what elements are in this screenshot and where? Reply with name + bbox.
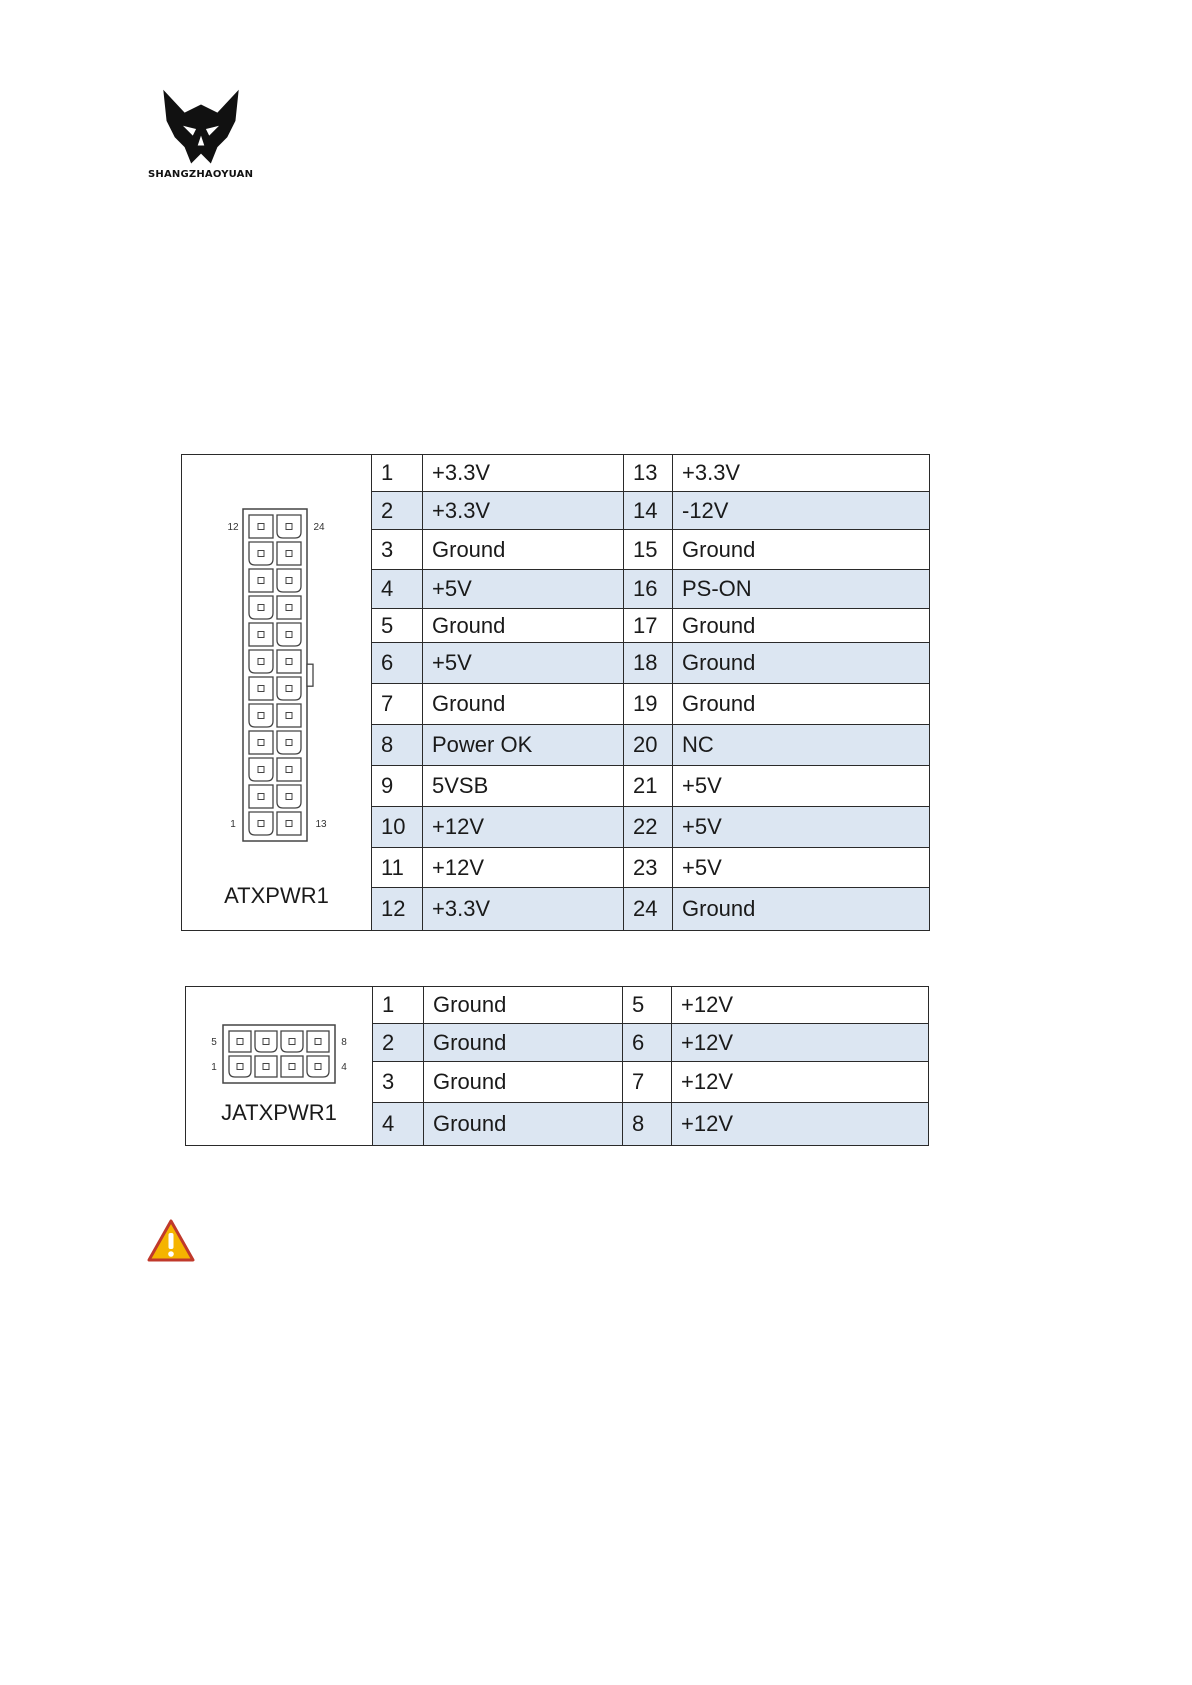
pin-number: 3 xyxy=(373,1062,424,1103)
pin-signal: +5V xyxy=(673,848,930,888)
connector-pin xyxy=(277,785,301,808)
warning-triangle-icon xyxy=(146,1218,196,1264)
pin-number: 2 xyxy=(373,1024,424,1062)
pin-number-label: 13 xyxy=(315,819,327,830)
connector-pin xyxy=(255,1056,277,1077)
pin-signal: +12V xyxy=(423,848,624,888)
pin-number-label: 5 xyxy=(211,1037,217,1048)
connector-pin xyxy=(229,1031,251,1052)
connector-pin xyxy=(249,623,273,646)
pin-signal: -12V xyxy=(673,492,930,530)
pin-number-label: 1 xyxy=(211,1062,217,1073)
pin-signal: Ground xyxy=(673,643,930,684)
connector-8pin-diagram xyxy=(186,987,373,1087)
pin-signal: Ground xyxy=(424,1103,623,1146)
connector-pin xyxy=(277,569,301,592)
pin-number: 3 xyxy=(372,530,423,570)
connector-pin xyxy=(277,731,301,754)
pin-signal: +12V xyxy=(672,1062,929,1103)
connector-label: ATXPWR1 xyxy=(224,883,329,908)
connector-pin xyxy=(249,812,273,835)
pin-number: 24 xyxy=(624,888,673,931)
pin-number: 10 xyxy=(372,807,423,848)
pin-number: 12 xyxy=(372,888,423,931)
connector-pin xyxy=(277,596,301,619)
connector-pin xyxy=(281,1056,303,1077)
pin-number: 15 xyxy=(624,530,673,570)
table-row xyxy=(186,987,929,1024)
pin-number: 17 xyxy=(624,609,673,643)
pin-signal: +3.3V xyxy=(673,455,930,492)
connector-label: JATXPWR1 xyxy=(221,1100,337,1125)
pin-signal: Ground xyxy=(424,987,623,1024)
pin-number: 19 xyxy=(624,684,673,725)
pin-number: 13 xyxy=(624,455,673,492)
pin-number: 21 xyxy=(624,766,673,807)
pin-signal: Ground xyxy=(673,530,930,570)
pin-number-label: 1 xyxy=(230,819,236,830)
pin-number-label: 12 xyxy=(227,522,239,533)
connector-pin xyxy=(249,569,273,592)
pin-signal: Ground xyxy=(673,888,930,931)
jatxpwr1-pinout-table xyxy=(185,986,929,1146)
pin-number: 18 xyxy=(624,643,673,684)
brand-name: SHANGZHAOYUAN xyxy=(148,169,254,180)
connector-pin xyxy=(277,704,301,727)
pin-number: 7 xyxy=(372,684,423,725)
pin-signal: +5V xyxy=(673,807,930,848)
pin-number: 4 xyxy=(373,1103,424,1146)
winged-mask-logo-icon xyxy=(160,88,242,166)
pin-number: 1 xyxy=(373,987,424,1024)
pin-signal: PS-ON xyxy=(673,570,930,609)
pin-number: 11 xyxy=(372,848,423,888)
pin-signal: NC xyxy=(673,725,930,766)
connector-pin xyxy=(249,542,273,565)
pin-signal: 5VSB xyxy=(423,766,624,807)
table-row xyxy=(182,455,930,492)
connector-pin xyxy=(249,758,273,781)
pin-signal: +12V xyxy=(672,987,929,1024)
connector-pin xyxy=(249,731,273,754)
pin-number: 16 xyxy=(624,570,673,609)
connector-pin xyxy=(249,785,273,808)
pin-signal: +12V xyxy=(423,807,624,848)
atxpwr1-pinout-table xyxy=(181,454,930,931)
pin-number: 5 xyxy=(623,987,672,1024)
pin-number-label: 24 xyxy=(313,522,325,533)
pin-number: 4 xyxy=(372,570,423,609)
pin-number: 8 xyxy=(623,1103,672,1146)
atxpwr1-diagram-cell xyxy=(182,455,372,931)
brand-logo xyxy=(148,88,258,180)
connector-pin xyxy=(281,1031,303,1052)
pin-signal: Ground xyxy=(423,609,624,643)
connector-pin xyxy=(277,650,301,673)
connector-pin xyxy=(277,758,301,781)
pin-number: 23 xyxy=(624,848,673,888)
pin-number: 6 xyxy=(372,643,423,684)
connector-pin xyxy=(255,1031,277,1052)
pin-signal: +3.3V xyxy=(423,888,624,931)
pin-number: 14 xyxy=(624,492,673,530)
pin-number: 22 xyxy=(624,807,673,848)
pin-signal: Power OK xyxy=(423,725,624,766)
connector-pin xyxy=(277,542,301,565)
connector-pin xyxy=(249,704,273,727)
pin-signal: Ground xyxy=(673,684,930,725)
connector-pin xyxy=(277,515,301,538)
connector-pin xyxy=(277,812,301,835)
pin-signal: +3.3V xyxy=(423,455,624,492)
connector-pin xyxy=(307,1031,329,1052)
pin-signal: Ground xyxy=(673,609,930,643)
connector-pin xyxy=(249,650,273,673)
pin-number: 6 xyxy=(623,1024,672,1062)
connector-pin xyxy=(249,677,273,700)
pin-signal: +3.3V xyxy=(423,492,624,530)
pin-signal: +5V xyxy=(423,570,624,609)
connector-pin xyxy=(277,677,301,700)
pin-signal: Ground xyxy=(424,1062,623,1103)
pin-number: 1 xyxy=(372,455,423,492)
pin-number: 5 xyxy=(372,609,423,643)
pin-number: 20 xyxy=(624,725,673,766)
pin-signal: +5V xyxy=(673,766,930,807)
pin-number-label: 8 xyxy=(341,1037,347,1048)
connector-pin xyxy=(277,623,301,646)
connector-pin xyxy=(307,1056,329,1077)
pin-signal: Ground xyxy=(424,1024,623,1062)
connector-24pin-diagram xyxy=(182,455,372,875)
pin-signal: +12V xyxy=(672,1024,929,1062)
connector-latch xyxy=(307,664,313,686)
pin-number: 9 xyxy=(372,766,423,807)
pin-number: 2 xyxy=(372,492,423,530)
pin-number: 7 xyxy=(623,1062,672,1103)
pin-signal: Ground xyxy=(423,684,624,725)
pin-signal: +5V xyxy=(423,643,624,684)
connector-pin xyxy=(249,596,273,619)
jatxpwr1-diagram-cell xyxy=(186,987,373,1146)
connector-pin xyxy=(229,1056,251,1077)
pin-number: 8 xyxy=(372,725,423,766)
pin-number-label: 4 xyxy=(341,1062,347,1073)
pin-signal: +12V xyxy=(672,1103,929,1146)
pin-signal: Ground xyxy=(423,530,624,570)
connector-pin xyxy=(249,515,273,538)
